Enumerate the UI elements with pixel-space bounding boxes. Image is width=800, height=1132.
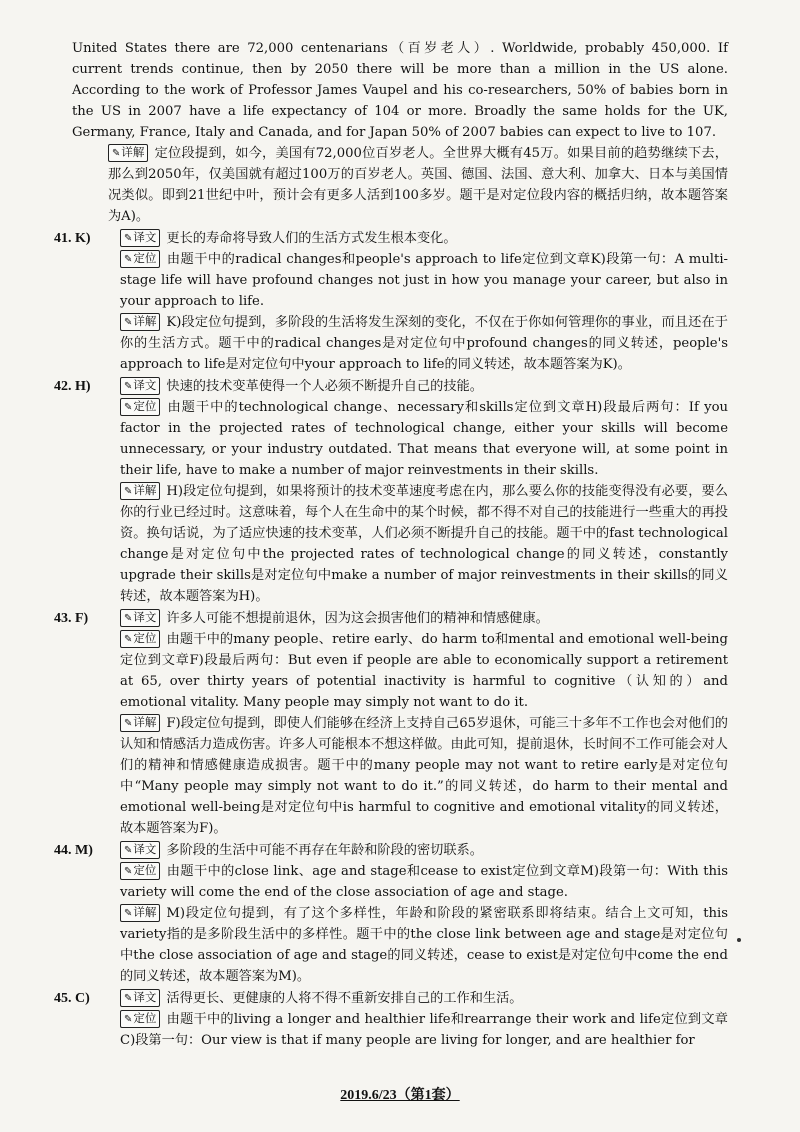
question-number: 44. M) (54, 843, 93, 858)
pen-icon: ✎ (124, 254, 133, 265)
detail-tag: ✎详解 (120, 313, 160, 331)
pen-icon: ✎ (124, 613, 133, 624)
pen-icon: ✎ (112, 148, 121, 159)
detail-text: K)段定位句提到，多阶段的生活将发生深刻的变化，不仅在于你如何管理你的事业，而且还在于你的生活方式。题干中的radical changes是对定位句中profound changes的同义转述，people's approach to life是对定位句中your approach to life的同义转述，故本题答案为K)。 (120, 315, 728, 372)
translation-tag: ✎译文 (120, 841, 160, 859)
locate-tag: ✎定位 (120, 862, 160, 880)
detail-tag: ✎详解 (120, 904, 160, 922)
pen-icon: ✎ (124, 317, 133, 328)
translation-text: 活得更长、更健康的人将不得不重新安排自己的工作和生活。 (166, 991, 523, 1006)
translation-text: 许多人可能不想提前退休，因为这会损害他们的精神和情感健康。 (166, 611, 549, 626)
pen-icon: ✎ (124, 718, 133, 729)
question-number: 45. C) (54, 991, 90, 1006)
detail-text: H)段定位句提到，如果将预计的技术变革速度考虑在内，那么要么你的技能变得没有必要，要么你的行业已经过时。这意味着，每个人在生命中的某个时候，都不得不对自己的技能进行一些重大的再投资。换句话说，为了适应快速的技术变革，人们必须不断提升自己的技能。题干中的fast technological change是对定位句中the projected rates of technological change的同义转述，constantly upgrade their skills是对定位句中make a number of major reinvestments in their skills的同义转述，故本题答案为H)。 (120, 484, 728, 604)
pen-icon: ✎ (124, 486, 133, 497)
pen-icon: ✎ (124, 381, 133, 392)
pen-icon: ✎ (124, 993, 133, 1004)
locate-tag: ✎定位 (120, 398, 160, 416)
detail-block-40 (72, 143, 728, 227)
detail-tag: ✎详解 (120, 714, 160, 732)
ink-dot (737, 938, 741, 942)
question-number: 42. H) (54, 379, 91, 394)
locate-text: 由题干中的technological change、necessary和skills定位到文章H)段最后两句：If you factor in the projected rates of technological change, either your skills will become unnecessary, or your industry outdated. That means that everyone will, at some point in their life, have to make a number of major reinvestments in their skills. (120, 400, 728, 478)
translation-text: 多阶段的生活中可能不再存在年龄和阶段的密切联系。 (166, 843, 483, 858)
question-41 (54, 228, 728, 375)
pen-icon: ✎ (124, 908, 133, 919)
question-number: 43. F) (54, 611, 89, 626)
detail-text: M)段定位句提到，有了这个多样性，年龄和阶段的紧密联系即将结束。结合上文可知，this variety指的是多阶段生活中的多样性。题干中的the close link between age and stage是对定位句中the close association of age and stage的同义转述，cease to exist是对定位句中come the end的同义转述，故本题答案为M)。 (120, 906, 728, 984)
pen-icon: ✎ (124, 845, 133, 856)
detail-tag: ✎详解 (108, 144, 148, 162)
question-number: 41. K) (54, 231, 91, 246)
detail-tag: ✎详解 (120, 482, 160, 500)
locate-tag: ✎定位 (120, 1010, 160, 1028)
answer-explanations (54, 38, 728, 1051)
locate-text: 由题干中的radical changes和people's approach to life定位到文章K)段第一句：A multi-stage life will have profound changes not just in how you manage your career, but also in your approach to life. (120, 252, 728, 309)
question-42 (54, 376, 728, 607)
translation-text: 快速的技术变革使得一个人必须不断提升自己的技能。 (166, 379, 483, 394)
pen-icon: ✎ (124, 866, 133, 877)
detail-text: 定位段提到，如今，美国有72,000位百岁老人。全世界大概有45万。如果目前的趋势继续下去，那么到2050年，仅美国就有超过100万的百岁老人。英国、德国、法国、意大利、加拿大、日本与美国情况类似。即到21世纪中叶，预计会有更多人活到100多岁。题干是对定位段内容的概括归纳，故本题答案为A)。 (108, 146, 728, 224)
locate-text: 由题干中的many people、retire early、do harm to和mental and emotional well-being定位到文章F)段最后两句：But even if people are able to economically support a retirement at 65, over thirty years of potential inactivity is harmful to cognitive（认知的）and emotional vitality. Many people may simply not want to do it. (120, 632, 728, 710)
translation-tag: ✎译文 (120, 989, 160, 1007)
question-45 (54, 988, 728, 1051)
translation-text: 更长的寿命将导致人们的生活方式发生根本变化。 (166, 231, 457, 246)
question-44 (54, 840, 728, 987)
question-43 (54, 608, 728, 839)
passage-excerpt: United States there are 72,000 centenarians（百岁老人）. Worldwide, probably 450,000. If current trends continue, then by 2050 there will be more than a million in the US alone. According to the work of Professor James Vaupel and his co-researchers, 50% of babies born in the US in 2007 have a life expectancy of 104 or more. Broadly the same holds for the UK, Germany, France, Italy and Canada, and for Japan 50% of 2007 babies can expect to live to 107. (72, 41, 728, 140)
locate-tag: ✎定位 (120, 250, 160, 268)
translation-tag: ✎译文 (120, 229, 160, 247)
locate-tag: ✎定位 (120, 630, 160, 648)
pen-icon: ✎ (124, 402, 133, 413)
page-footer: 2019.6/23（第1套） (340, 1088, 460, 1103)
pen-icon: ✎ (124, 233, 133, 244)
pen-icon: ✎ (124, 1014, 133, 1025)
translation-tag: ✎译文 (120, 377, 160, 395)
translation-tag: ✎译文 (120, 609, 160, 627)
pen-icon: ✎ (124, 634, 133, 645)
detail-text: F)段定位句提到，即使人们能够在经济上支持自己65岁退休，可能三十多年不工作也会对他们的认知和情感活力造成伤害。许多人可能根本不想这样做。由此可知，提前退休，长时间不工作可能会对人们的精神和情感健康造成损害。题干中的many people may not want to retire early是对定位句中“Many people may simply not want to do it.”的同义转述，do harm to their mental and emotional well-being是对定位句中is harmful to cognitive and emotional vitality的同义转述，故本题答案为F)。 (120, 716, 728, 836)
locate-text: 由题干中的close link、age and stage和cease to exist定位到文章M)段第一句：With this variety will come the end of the close association of age and stage. (120, 864, 728, 900)
locate-text: 由题干中的living a longer and healthier life和rearrange their work and life定位到文章C)段第一句：Our view is that if many people are living for longer, and are healthier for (120, 1012, 728, 1048)
